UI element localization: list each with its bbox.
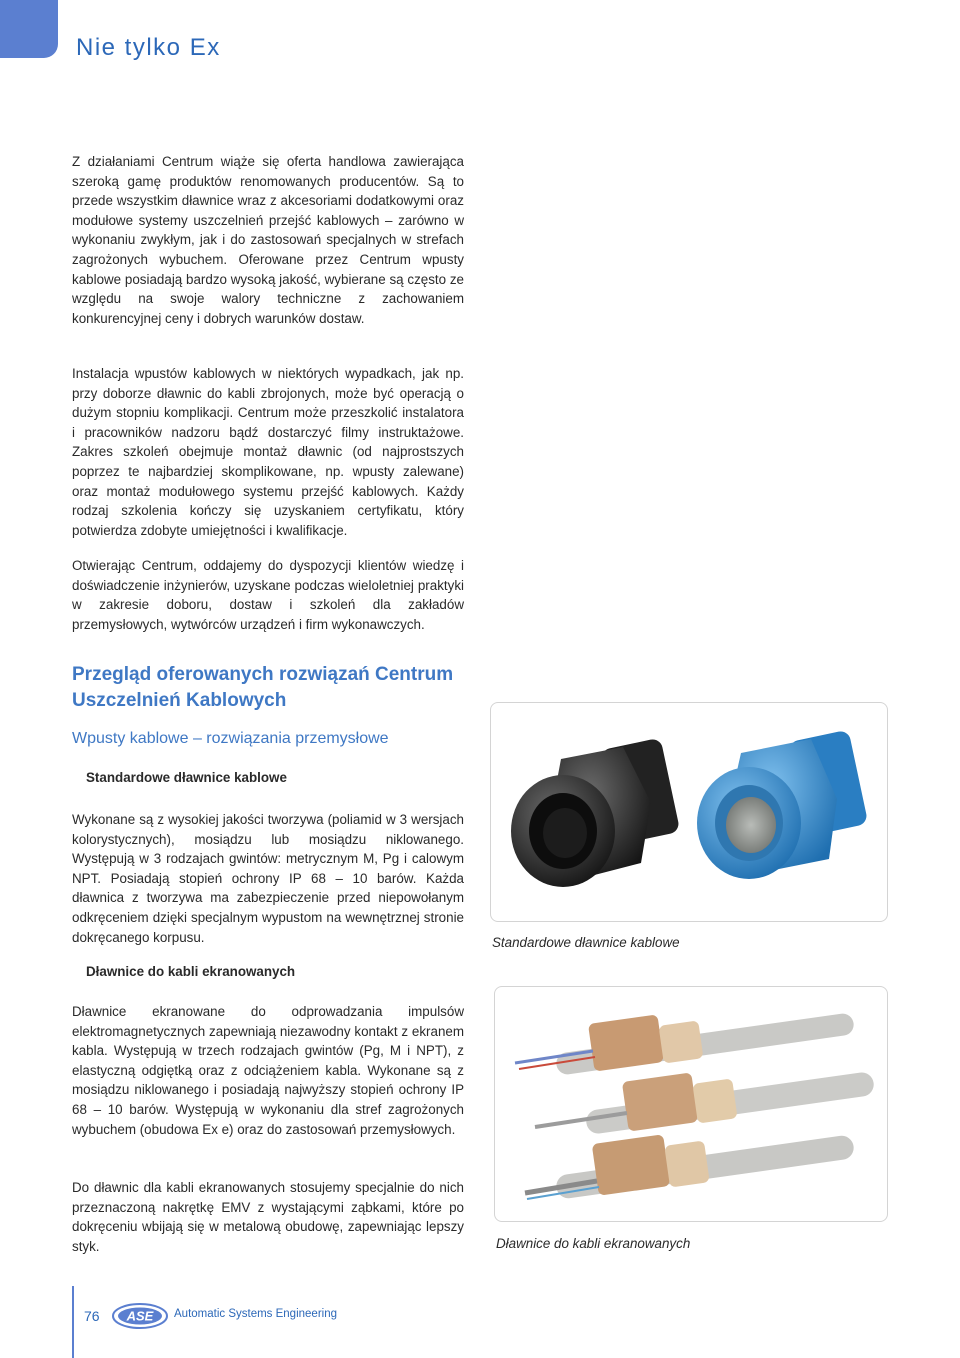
- section-subtitle: Wpusty kablowe – rozwiązania przemysłowe: [72, 730, 389, 747]
- standard-glands-caption: Standardowe dławnice kablowe: [492, 935, 680, 950]
- section-title-line-1: Przegląd oferowanych rozwiązań Centrum: [72, 664, 454, 685]
- page-title: Nie tylko Ex: [76, 34, 221, 61]
- shielded-glands-text-2: Do dławnic dla kabli ekranowanych stosujemy specjalnie do nich przeznaczoną nakrętkę EMV z wystającymi ząbkami, które po dokręceniu wbijają się w metalową obudowę, zapewniając lepszy styk.: [72, 1180, 464, 1254]
- black-gland: [511, 738, 680, 887]
- shielded-glands-image: [494, 986, 888, 1222]
- shielded-glands-caption: Dławnice do kabli ekranowanych: [496, 1236, 691, 1251]
- standard-glands-illustration: [491, 703, 887, 921]
- shielded-glands-heading: Dławnice do kabli ekranowanych: [86, 964, 296, 979]
- standard-glands-text: Wykonane są z wysokiej jakości tworzywa (poliamid w 3 wersjach kolorystycznych), mosiądzu lub mosiądzu niklowanego. Występują w 3 rodzajach gwintów: metrycznym M, Pg i calowym NPT. Posiadają stopień ochrony IP 68 – 10 barów. Każda dławnica z tworzywa ma zabezpieczenie przed niepowołanym odkręceniem dzięki specjalnym wypustom na wewnętrznej stronie dokręcanego korpusu.: [72, 812, 464, 945]
- intro-paragraph-1: Z działaniami Centrum wiąże się oferta handlowa zawierająca szeroką gamę produktów renomowanych producentów. Są to przede wszystkim dławnice wraz z akcesoriami dodatkowymi oraz modułowe systemy uszczelnień przejść kablowych – zarówno w wykonaniu zwykłym, jak i do zastosowań specjalnych w strefach zagrożonych wybuchem. Oferowane przez Centrum wpusty kablowe posiadają bardzo wysoką jakość, wybierane są często ze względu na swoje walory techniczne z zachowaniem konkurencyjnej ceny i dobrych warunków dostaw.: [72, 154, 464, 326]
- shielded-gland-1: [515, 1012, 855, 1076]
- intro-paragraph-3: Otwierając Centrum, oddajemy do dyspozycji klientów wiedzę i doświadczenie inżynierów, uzyskane podczas wieloletniej praktyki w zakresie doboru, dostaw i szkoleń dla zakładów przemysłowych, wytwórców urządzeń i firm wykonawczych.: [72, 558, 464, 632]
- intro-paragraph-2: Instalacja wpustów kablowych w niektórych wypadkach, jak np. przy doborze dławnic do kabli zbrojonych, może być operacją o dużym stopniu komplikacji. Centrum może przeszkolić instalatora i pracowników nadzoru bądź dostarczyć filmy instruktażowe. Zakres szkoleń obejmuje montaż dławnic (od najprostszych poprzez te najbardziej skomplikowane, np. wpusty zalewane) oraz montaż modułowego systemu przejść kablowych. Każdy rodzaj szkolenia kończy się uzyskaniem certyfikatu, który potwierdza zdobyte umiejętności i kwalifikacje.: [72, 366, 464, 538]
- page-number: 76: [84, 1308, 100, 1324]
- footer-rule: [72, 1286, 74, 1358]
- shielded-glands-illustration: [495, 987, 887, 1221]
- shielded-gland-3: [525, 1134, 855, 1200]
- shielded-gland-2: [535, 1071, 875, 1135]
- company-name: Automatic Systems Engineering: [174, 1308, 337, 1320]
- corner-tab: [0, 0, 58, 58]
- section-title-line-2: Uszczelnień Kablowych: [72, 690, 287, 711]
- standard-glands-heading: Standardowe dławnice kablowe: [86, 770, 287, 785]
- section-title: [72, 662, 492, 714]
- standard-glands-image: [490, 702, 888, 922]
- svg-text:ASE: ASE: [126, 1308, 154, 1324]
- ase-logo-icon: [112, 1303, 168, 1329]
- shielded-glands-text-1: Dławnice ekranowane do odprowadzania impulsów elektromagnetycznych zapewniają niezawodny kontakt z ekranem kabla. Występują w trzech rodzajach gwintów (Pg, M i NPT), z elastyczną odgiętką oraz z odciążeniem kabla. Wykonane są z mosiądzu niklowanego i posiadają najwyższy stopień ochrony IP 68 – 10 barów. Występują w wykonaniu dla stref zagrożonych wybuchem (obudowa Ex e) oraz do zastosowań przemysłowych.: [72, 1004, 464, 1137]
- blue-gland: [697, 730, 868, 879]
